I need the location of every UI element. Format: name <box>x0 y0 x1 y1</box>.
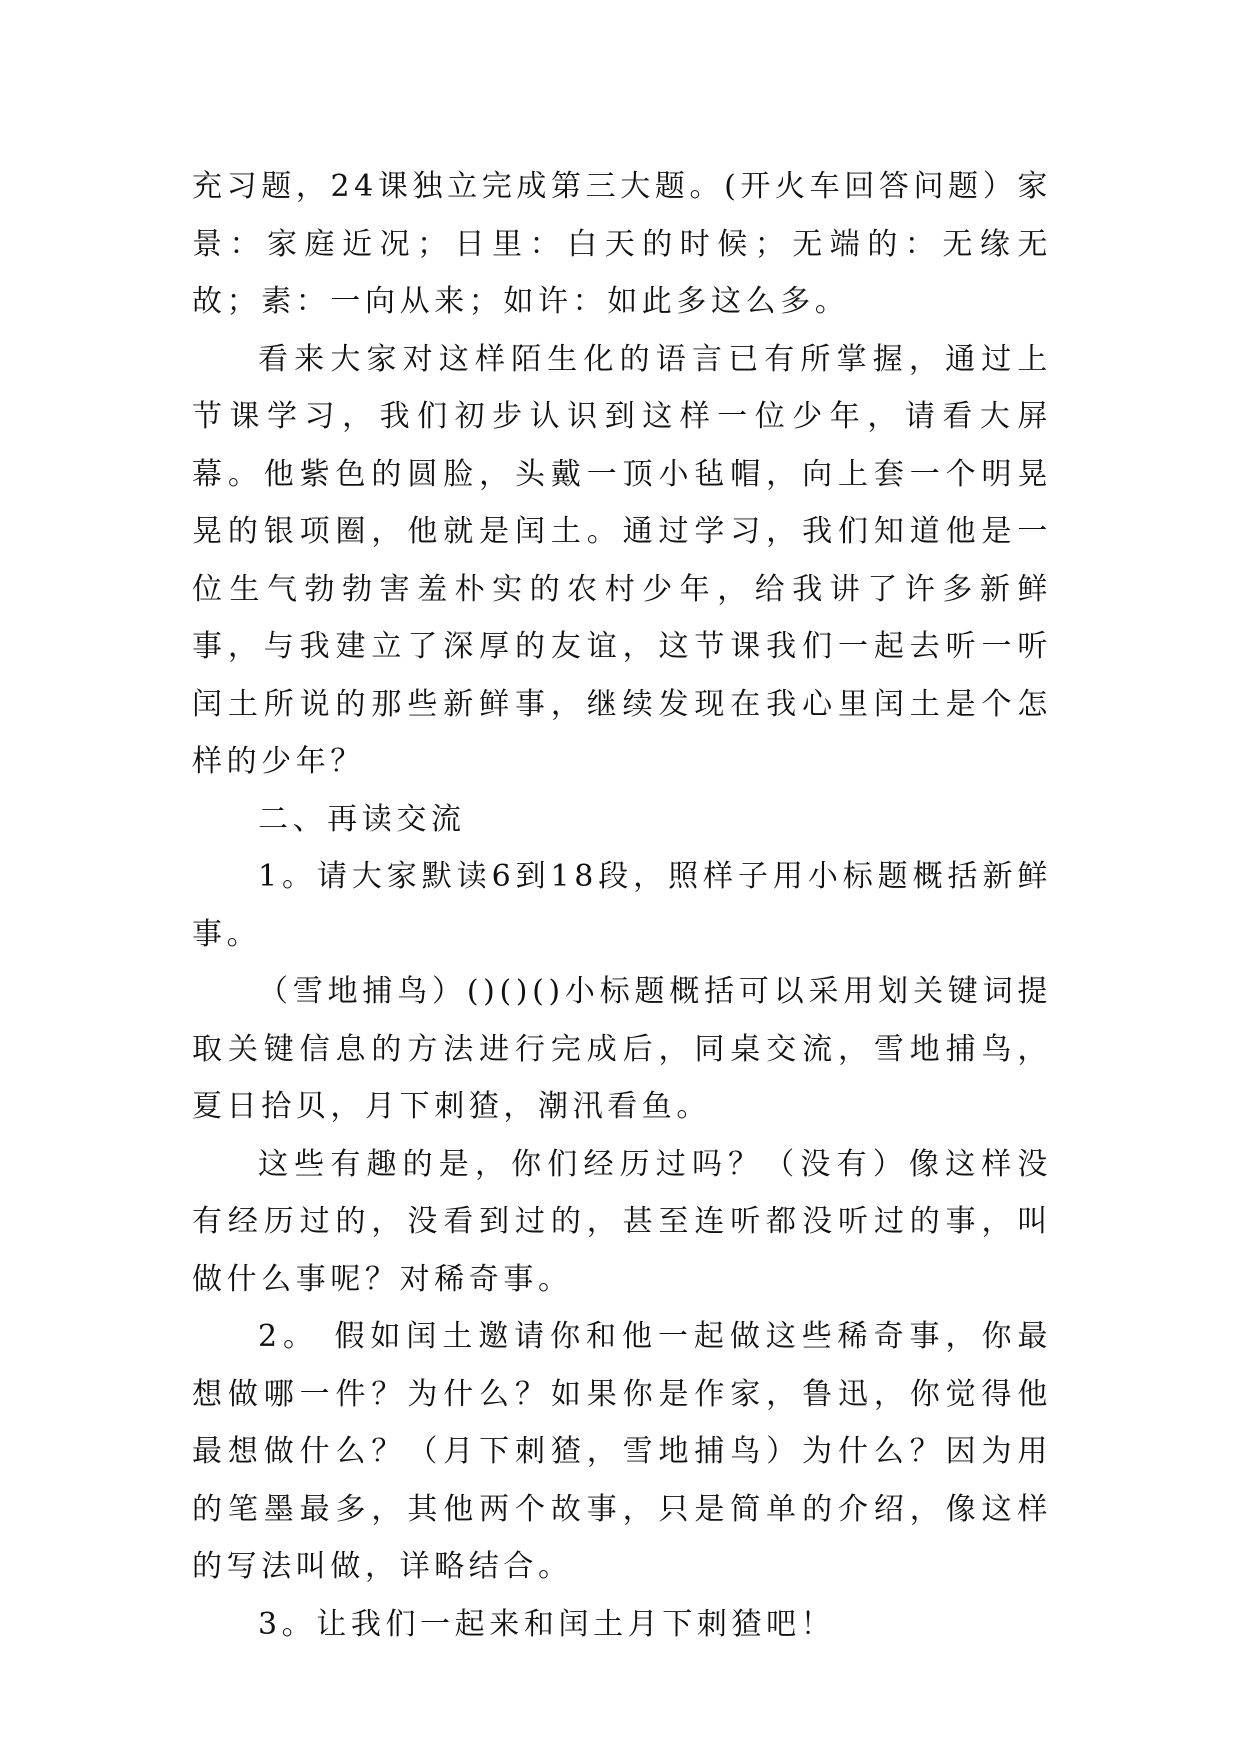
paragraph-rare-things: 这些有趣的是，你们经历过吗？（没有）像这样没有经历过的，没看到过的，甚至连听都没听过的事，叫做什么事呢？对稀奇事。 <box>192 1146 1052 1297</box>
section-heading-reread: 二、再读交流 <box>258 801 466 837</box>
paragraph-subtitles: （雪地捕鸟）()()()小标题概括可以采用划关键词提取关键信息的方法进行完成后，同桌交流，雪地捕鸟，夏日拾贝，月下刺猹，潮汛看鱼。 <box>192 974 1052 1124</box>
paragraph-vocabulary: 充习题，24课独立完成第三大题。(开火车回答问题）家景：家庭近况；日里：白天的时候；无端的：无缘无故；素：一向从来；如许：如此多这么多。 <box>192 169 1052 319</box>
paragraph-step-2: 2。 假如闰土邀请你和他一起做这些稀奇事，你最想做哪一件？为什么？如果你是作家，鲁迅，你觉得他最想做什么？（月下刺猹，雪地捕鸟）为什么？因为用的笔墨最多，其他两个故事，只是简单的介绍，像这样的写法叫做，详略结合。 <box>192 1319 1052 1584</box>
document-page <box>192 158 1052 1653</box>
paragraph-step-1: 1。请大家默读6到18段，照样子用小标题概括新鲜事。 <box>192 859 1052 952</box>
paragraph-step-3: 3。让我们一起来和闰土月下刺猹吧！ <box>258 1606 836 1642</box>
paragraph-runtu-intro: 看来大家对这样陌生化的语言已有所掌握，通过上节课学习，我们初步认识到这样一位少年，请看大屏幕。他紫色的圆脸，头戴一顶小毡帽，向上套一个明晃晃的银项圈，他就是闰土。通过学习，我们知道他是一位生气勃勃害羞朴实的农村少年，给我讲了许多新鲜事，与我建立了深厚的友谊，这节课我们一起去听一听闰土所说的那些新鲜事，继续发现在我心里闰土是个怎样的少年？ <box>192 341 1052 779</box>
